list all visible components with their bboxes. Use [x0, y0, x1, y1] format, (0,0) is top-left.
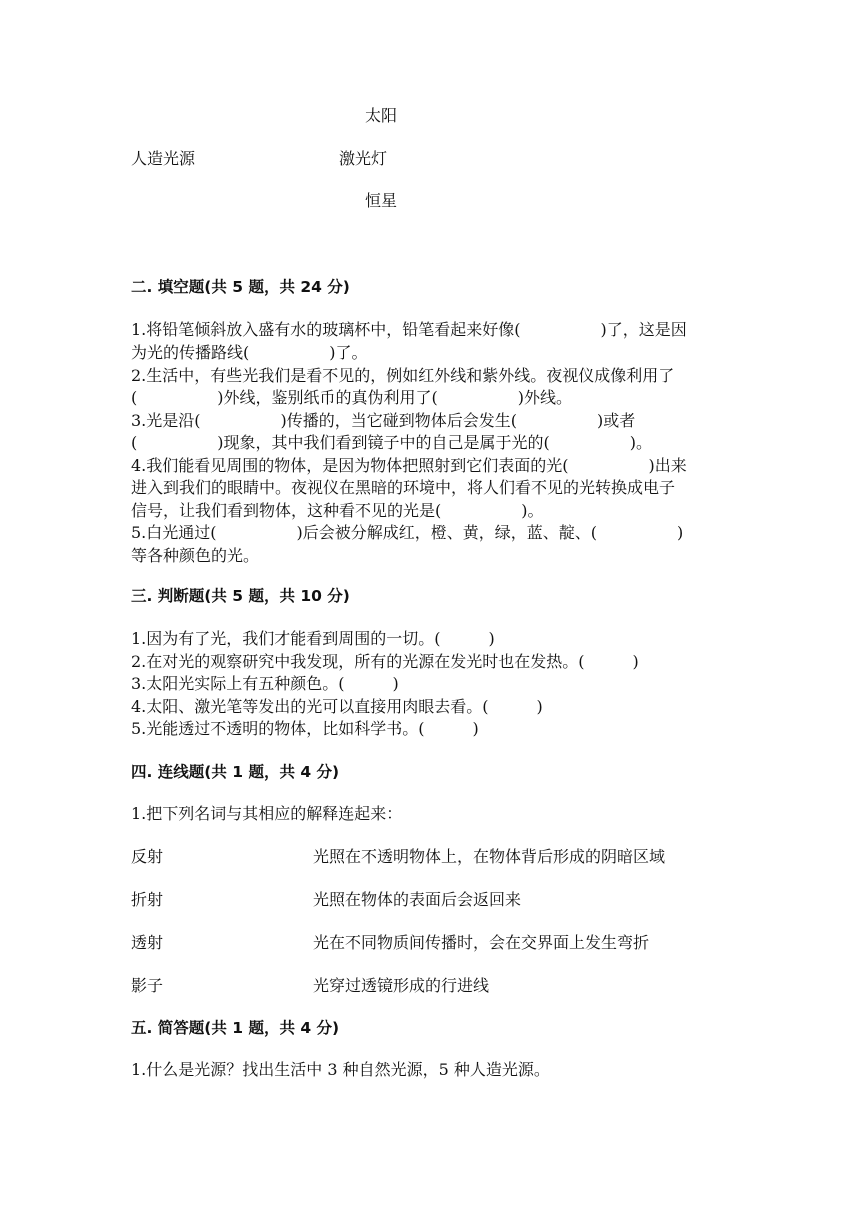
matching-term: 透射 [131, 933, 164, 952]
matching-definition: 光在不同物质间传播时，会在交界面上发生弯折 [313, 933, 650, 952]
matching-definition: 光照在物体的表面后会返回来 [313, 890, 522, 909]
match-item-star: 恒星 [365, 191, 398, 210]
match-label-artificial-light: 人造光源 [131, 149, 196, 168]
matching-term: 反射 [131, 847, 164, 866]
true-false-item: 4.太阳、激光笔等发出的光可以直接用肉眼去看。( ) [131, 697, 543, 716]
fill-blank-line: ( )外线，鉴别纸币的真伪利用了( )外线。 [131, 388, 572, 407]
section-title-fill-blank: 二. 填空题(共 5 题，共 24 分) [131, 278, 350, 296]
fill-blank-line: 3.光是沿( )传播的，当它碰到物体后会发生( )或者 [131, 411, 636, 430]
fill-blank-line: 1.将铅笔倾斜放入盛有水的玻璃杯中，铅笔看起来好像( )了，这是因 [131, 320, 687, 339]
match-item-sun: 太阳 [365, 106, 398, 125]
section-title-matching: 四. 连线题(共 1 题，共 4 分) [131, 763, 340, 781]
section-title-true-false: 三. 判断题(共 5 题，共 10 分) [131, 587, 350, 605]
fill-blank-line: 信号，让我们看到物体，这种看不见的光是( )。 [131, 501, 544, 520]
fill-blank-line: 进入到我们的眼睛中。夜视仪在黑暗的环境中，将人们看不见的光转换成电子 [131, 478, 676, 497]
matching-definition: 光照在不透明物体上，在物体背后形成的阴暗区域 [313, 847, 666, 866]
matching-term: 折射 [131, 890, 164, 909]
fill-blank-line: 2.生活中，有些光我们是看不见的，例如红外线和紫外线。夜视仪成像利用了 [131, 366, 675, 385]
fill-blank-line: 等各种颜色的光。 [131, 546, 260, 565]
true-false-item: 2.在对光的观察研究中我发现，所有的光源在发光时也在发热。( ) [131, 652, 639, 671]
fill-blank-line: 为光的传播路线( )了。 [131, 343, 368, 362]
true-false-item: 3.太阳光实际上有五种颜色。( ) [131, 674, 399, 693]
matching-question: 1.把下列名词与其相应的解释连起来： [131, 804, 403, 823]
matching-term: 影子 [131, 976, 164, 995]
true-false-item: 5.光能透过不透明的物体，比如科学书。( ) [131, 719, 479, 738]
true-false-item: 1.因为有了光，我们才能看到周围的一切。( ) [131, 629, 495, 648]
match-item-laser: 激光灯 [339, 149, 388, 168]
fill-blank-line: ( )现象，其中我们看到镜子中的自己是属于光的( )。 [131, 433, 652, 452]
short-answer-question: 1.什么是光源？找出生活中 3 种自然光源，5 种人造光源。 [131, 1060, 550, 1079]
fill-blank-line: 4.我们能看见周围的物体，是因为物体把照射到它们表面的光( )出来 [131, 456, 687, 475]
fill-blank-line: 5.白光通过( )后会被分解成红，橙、黄，绿，蓝、靛、( ) [131, 523, 684, 542]
section-title-short-answer: 五. 简答题(共 1 题，共 4 分) [131, 1019, 340, 1037]
matching-definition: 光穿过透镜形成的行进线 [313, 976, 490, 995]
